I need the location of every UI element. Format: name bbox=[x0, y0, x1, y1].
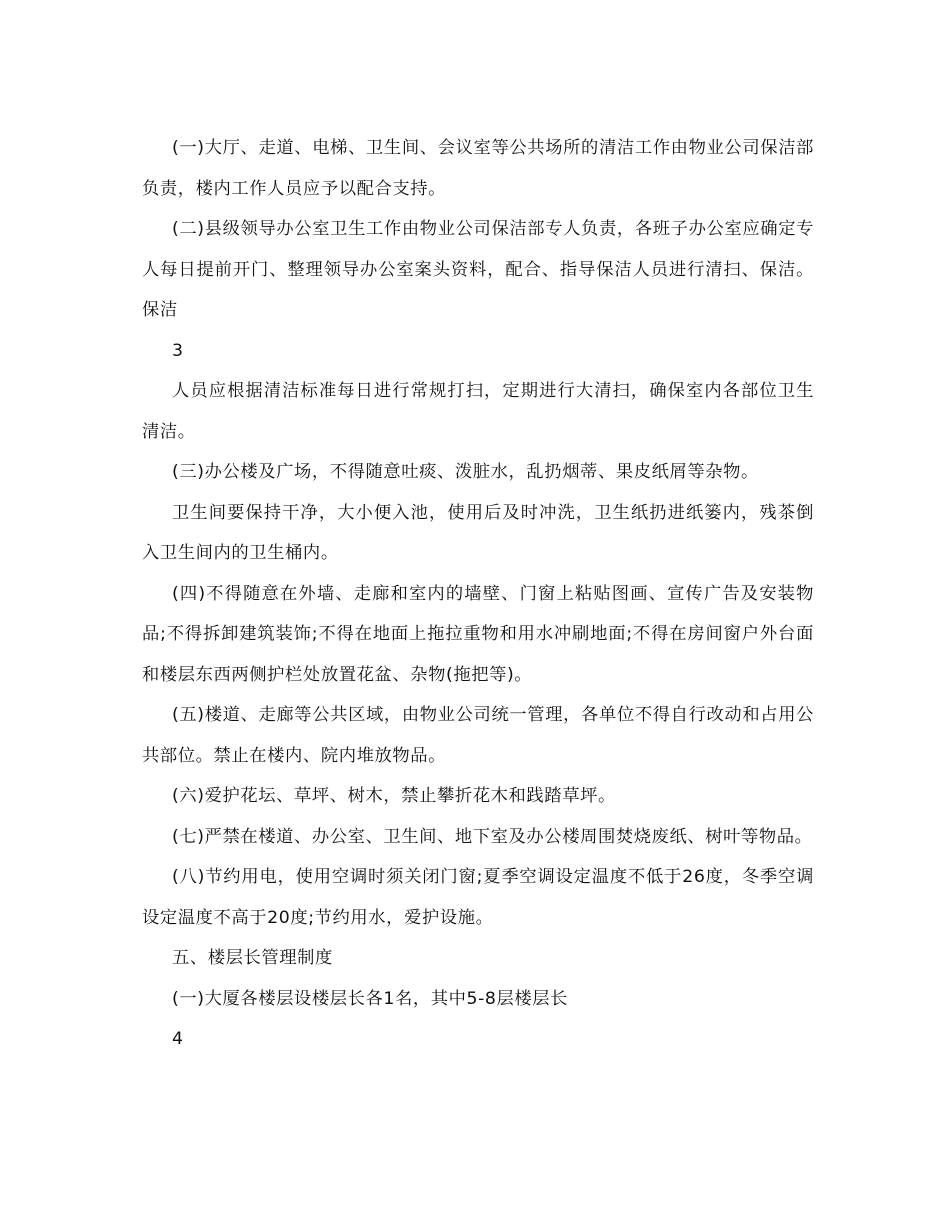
paragraph-leader-office-cleaning: (二)县级领导办公室卫生工作由物业公司保洁部专人负责，各班子办公室应确定专人每日提前开门、整理领导办公室案头资料，配合、指导保洁人员进行清扫、保洁。保洁 bbox=[142, 219, 814, 320]
paragraph-save-energy: (八)节约用电，使用空调时须关闭门窗;夏季空调设定温度不低于26度，冬季空调设定温度不高于20度;节约用水，爱护设施。 bbox=[142, 867, 814, 928]
paragraph-no-spitting: (三)办公楼及广场，不得随意吐痰、泼脏水，乱扔烟蒂、果皮纸屑等杂物。 bbox=[172, 462, 759, 482]
paragraph-restroom-rules: 卫生间要保持干净，大小便入池，使用后及时冲洗，卫生纸扔进纸篓内，残茶倒入卫生间内的卫生桶内。 bbox=[142, 502, 814, 563]
page-number: 4 bbox=[172, 1029, 184, 1049]
document-body bbox=[142, 128, 814, 1060]
section-heading-floor-manager: 五、楼层长管理制度 bbox=[172, 948, 333, 968]
paragraph-public-areas: (五)楼道、走廊等公共区域，由物业公司统一管理，各单位不得自行改动和占用公共部位。禁止在楼内、院内堆放物品。 bbox=[142, 705, 814, 766]
paragraph-no-burning: (七)严禁在楼道、办公室、卫生间、地下室及办公楼周围焚烧废纸、树叶等物品。 bbox=[172, 826, 813, 847]
page-number: 3 bbox=[172, 340, 184, 361]
paragraph-floor-manager: (一)大厦各楼层设楼层长各1名，其中5-8层楼层长 bbox=[172, 988, 569, 1009]
paragraph-cleaning-public-areas: (一)大厅、走道、电梯、卫生间、会议室等公共场所的清洁工作由物业公司保洁部负责，楼内工作人员应予以配合支持。 bbox=[142, 138, 814, 199]
paragraph-cleaning-standard: 人员应根据清洁标准每日进行常规打扫，定期进行大清扫，确保室内各部位卫生清洁。 bbox=[142, 381, 814, 442]
paragraph-protect-greenery: (六)爱护花坛、草坪、树木，禁止攀折花木和践踏草坪。 bbox=[172, 786, 616, 806]
paragraph-no-posting: (四)不得随意在外墙、走廊和室内的墙壁、门窗上粘贴图画、宣传广告及安装物品;不得拆卸建筑装饰;不得在地面上拖拉重物和用水冲刷地面;不得在房间窗户外台面和楼层东西两侧护栏处放置花盆、杂物(拖把等)。 bbox=[142, 583, 814, 685]
